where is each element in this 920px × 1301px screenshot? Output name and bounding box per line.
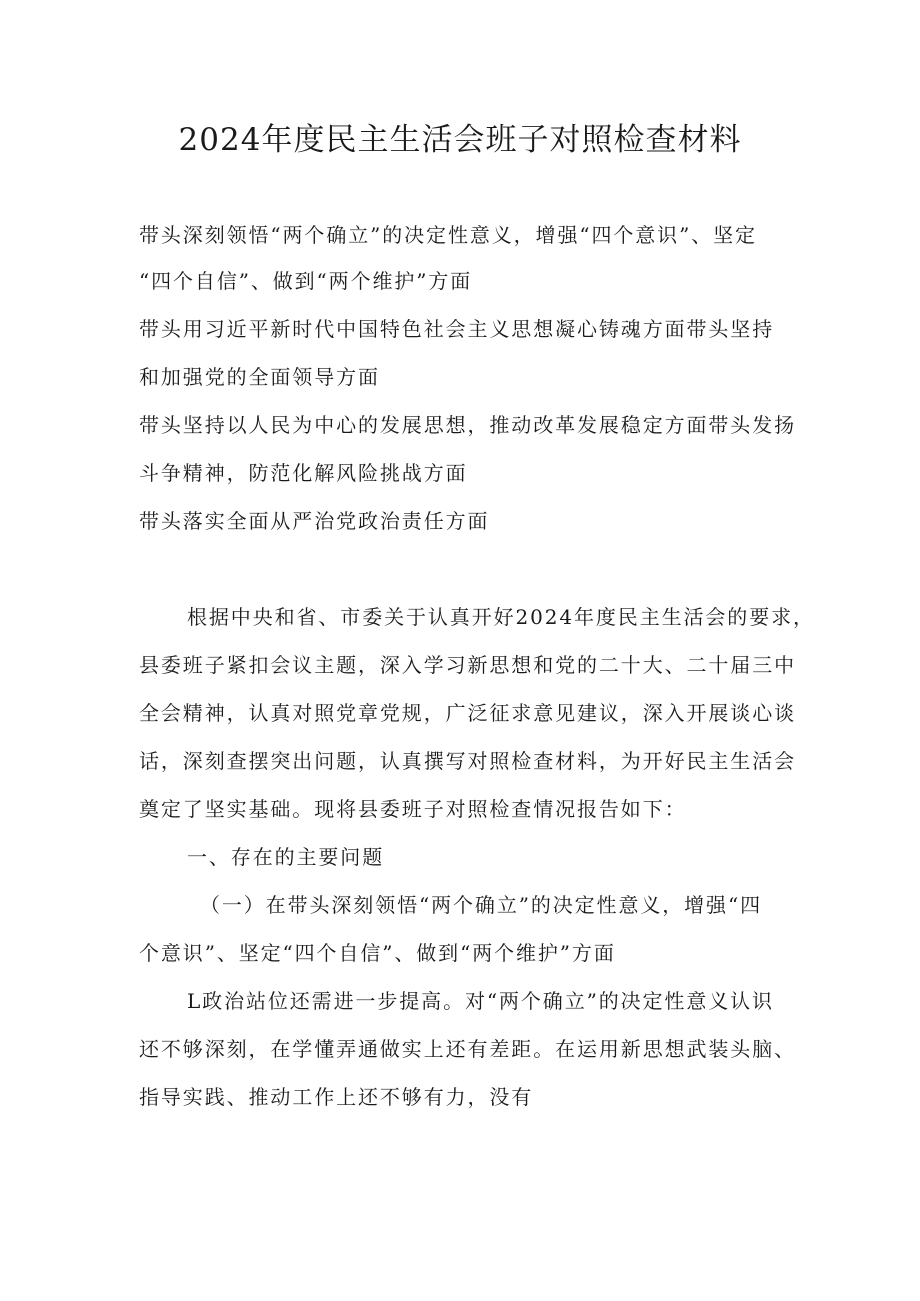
section-heading: 一、存在的主要问题 bbox=[187, 845, 385, 869]
document-title: 2024年度民主生活会班子对照检查材料 bbox=[178, 122, 742, 158]
toc-line-7: 带头落实全面从严治党政治责任方面 bbox=[139, 509, 490, 533]
subsection-heading-line-2: 个意识”、坚定“四个自信”、做到“两个维护”方面 bbox=[139, 941, 616, 965]
body-line-5: 奠定了坚实基础。现将县委班子对照检查情况报告如下： bbox=[139, 797, 687, 821]
body-line-7: 还不够深刻，在学懂弄通做实上还有差距。在运用新思想武装头脑、 bbox=[139, 1037, 796, 1061]
body-line-6: L政治站位还需进一步提高。对“两个确立”的决定性意义认识 bbox=[187, 989, 774, 1013]
toc-line-2: “四个自信”、做到“两个维护”方面 bbox=[139, 269, 473, 293]
toc-line-6: 斗争精神，防范化解风险挑战方面 bbox=[139, 461, 468, 485]
toc-line-4: 和加强党的全面领导方面 bbox=[139, 365, 380, 389]
subsection-heading-line-1: （一）在带头深刻领悟“两个确立”的决定性意义，增强“四 bbox=[200, 893, 762, 917]
toc-line-1: 带头深刻领悟“两个确立”的决定性意义，增强“四个意识”、坚定 bbox=[139, 223, 757, 247]
body-line-1: 根据中央和省、市委关于认真开好2024年度民主生活会的要求， bbox=[187, 605, 815, 629]
body-line-8: 指导实践、推动工作上还不够有力，没有 bbox=[139, 1085, 534, 1109]
body-line-4: 话，深刻查摆突出问题，认真撰写对照检查材料，为开好民主生活会 bbox=[139, 749, 796, 773]
toc-line-3: 带头用习近平新时代中国特色社会主义思想凝心铸魂方面带头坚持 bbox=[139, 317, 775, 341]
body-line-2: 县委班子紧扣会议主题，深入学习新思想和党的二十大、二十届三中 bbox=[139, 653, 796, 677]
body-line-3: 全会精神，认真对照党章党规，广泛征求意见建议，深入开展谈心谈 bbox=[139, 701, 796, 725]
toc-line-5: 带头坚持以人民为中心的发展思想，推动改革发展稳定方面带头发扬 bbox=[139, 413, 796, 437]
